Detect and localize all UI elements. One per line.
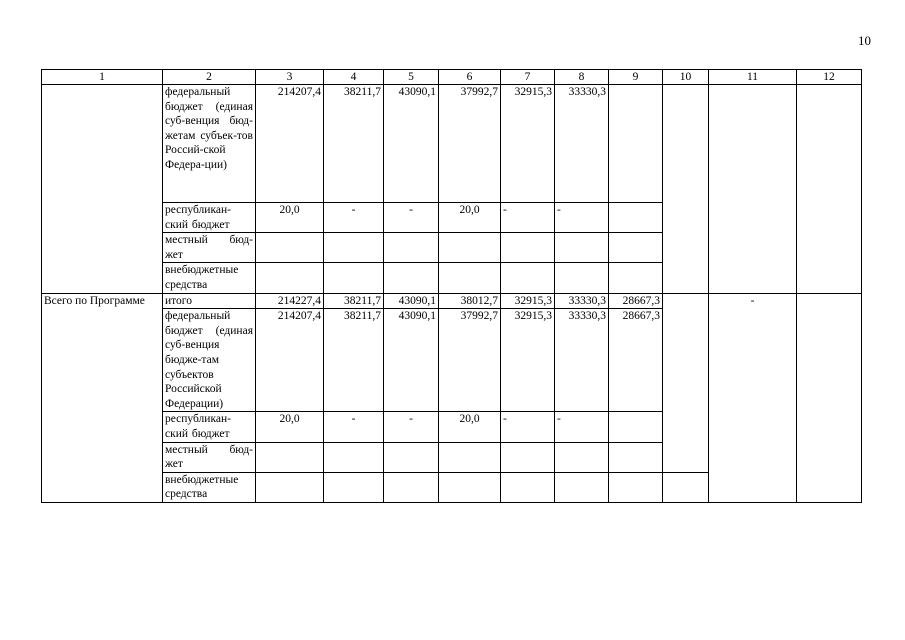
- funding-source-cell: местный бюд-жет: [163, 442, 256, 472]
- value-cell: [256, 263, 324, 293]
- value-cell: -: [555, 203, 609, 233]
- value-cell: 38211,7: [324, 293, 384, 309]
- value-cell: [439, 263, 501, 293]
- value-cell: 214207,4: [256, 309, 324, 412]
- column-header: 8: [555, 70, 609, 85]
- value-cell: [501, 263, 555, 293]
- value-cell: 20,0: [256, 412, 324, 442]
- value-cell: 38211,7: [324, 85, 384, 203]
- value-cell: 43090,1: [384, 293, 439, 309]
- budget-table: [41, 69, 862, 503]
- column-header: 7: [501, 70, 555, 85]
- column-header: 4: [324, 70, 384, 85]
- value-cell: [609, 263, 663, 293]
- funding-source-cell: внебюджетные средства: [163, 472, 256, 502]
- value-cell: [555, 442, 609, 472]
- value-cell: [663, 472, 709, 502]
- funding-source-cell: итого: [163, 293, 256, 309]
- value-cell: [324, 472, 384, 502]
- value-cell: [501, 442, 555, 472]
- value-cell: 43090,1: [384, 309, 439, 412]
- value-cell: 43090,1: [384, 85, 439, 203]
- value-cell: [609, 203, 663, 233]
- value-cell: [501, 472, 555, 502]
- value-cell: [609, 442, 663, 472]
- value-cell: [439, 472, 501, 502]
- value-cell: [256, 472, 324, 502]
- value-cell: 37992,7: [439, 85, 501, 203]
- value-cell: 20,0: [439, 203, 501, 233]
- value-cell: 28667,3: [609, 309, 663, 412]
- value-cell: 28667,3: [609, 293, 663, 309]
- value-cell: 20,0: [439, 412, 501, 442]
- value-cell: 214227,4: [256, 293, 324, 309]
- column-header: 12: [797, 70, 862, 85]
- value-cell: 38211,7: [324, 309, 384, 412]
- value-cell: 32915,3: [501, 293, 555, 309]
- column-header: 6: [439, 70, 501, 85]
- table-row: [42, 293, 862, 309]
- program-name-cell: [42, 85, 163, 294]
- value-cell: [663, 293, 709, 472]
- value-cell: [384, 263, 439, 293]
- value-cell: -: [324, 412, 384, 442]
- value-cell: 37992,7: [439, 309, 501, 412]
- value-cell: 38012,7: [439, 293, 501, 309]
- column-header: 10: [663, 70, 709, 85]
- value-cell: 20,0: [256, 203, 324, 233]
- funding-source-cell: республикан-ский бюджет: [163, 203, 256, 233]
- value-cell: 32915,3: [501, 85, 555, 203]
- value-cell: -: [555, 412, 609, 442]
- value-cell: [555, 233, 609, 263]
- value-cell: -: [384, 203, 439, 233]
- value-cell: [384, 472, 439, 502]
- value-cell: 33330,3: [555, 293, 609, 309]
- value-cell: [609, 472, 663, 502]
- value-cell: -: [324, 203, 384, 233]
- value-cell: 33330,3: [555, 309, 609, 412]
- page-number: 10: [858, 33, 871, 48]
- table-header-row: [42, 70, 862, 85]
- funding-source-cell: федеральный бюджет (единая суб-венция бюд-жетам субъек-тов Россий-ской Федера-ции): [163, 85, 256, 203]
- value-cell: [609, 85, 663, 203]
- funding-source-cell: федеральный бюджет (единая суб-венция бюдже-там субъектов Российской Федерации): [163, 309, 256, 412]
- column-header: 1: [42, 70, 163, 85]
- value-cell: [609, 412, 663, 442]
- value-cell: [324, 263, 384, 293]
- value-cell: [256, 442, 324, 472]
- value-cell: -: [501, 203, 555, 233]
- value-cell: [256, 233, 324, 263]
- table-row: [42, 85, 862, 203]
- value-cell: -: [709, 293, 797, 502]
- value-cell: [439, 233, 501, 263]
- value-cell: 32915,3: [501, 309, 555, 412]
- value-cell: [609, 233, 663, 263]
- value-cell: [709, 85, 797, 294]
- column-header: 9: [609, 70, 663, 85]
- value-cell: [324, 442, 384, 472]
- value-cell: [439, 442, 501, 472]
- value-cell: -: [501, 412, 555, 442]
- column-header: 3: [256, 70, 324, 85]
- value-cell: [555, 263, 609, 293]
- value-cell: -: [384, 412, 439, 442]
- column-header: 11: [709, 70, 797, 85]
- value-cell: 33330,3: [555, 85, 609, 203]
- funding-source-cell: внебюджетные средства: [163, 263, 256, 293]
- column-header: 5: [384, 70, 439, 85]
- funding-source-cell: местный бюд-жет: [163, 233, 256, 263]
- funding-source-cell: республикан-ский бюджет: [163, 412, 256, 442]
- value-cell: 214207,4: [256, 85, 324, 203]
- value-cell: [384, 442, 439, 472]
- value-cell: [555, 472, 609, 502]
- value-cell: [797, 85, 862, 294]
- value-cell: [797, 293, 862, 502]
- program-total-title: Всего по Программе: [42, 293, 163, 502]
- value-cell: [384, 233, 439, 263]
- value-cell: [663, 85, 709, 294]
- value-cell: [501, 233, 555, 263]
- value-cell: [324, 233, 384, 263]
- column-header: 2: [163, 70, 256, 85]
